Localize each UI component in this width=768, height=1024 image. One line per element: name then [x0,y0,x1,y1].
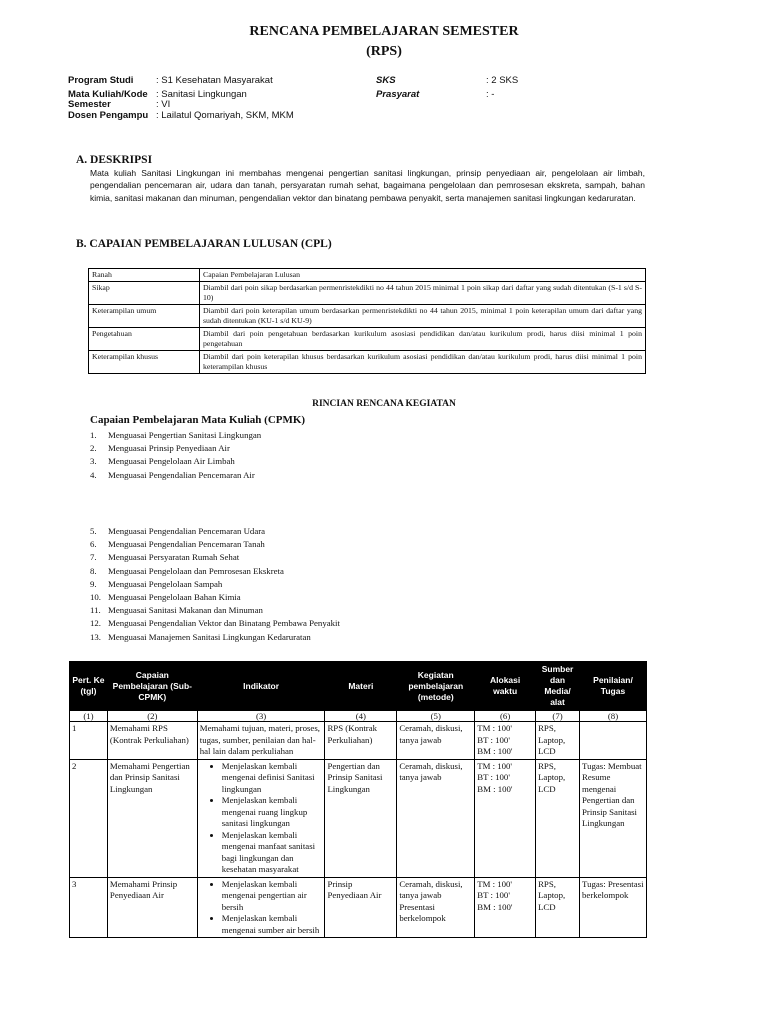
list-text: Menguasai Pengelolaan dan Pemrosesan Ekskreta [108,565,284,576]
cpl-col-capaian: Capaian Pembelajaran Lulusan [200,269,646,282]
cell-sumber: RPS, Laptop, LCD [536,722,580,760]
cell-materi: Prinsip Penyediaan Air [325,877,397,938]
table-row [89,282,646,305]
indikator-list [200,761,323,876]
cell-sub-cpmk: Memahami Prinsip Penyediaan Air [107,877,197,938]
cell-indikator [197,759,325,877]
cell-alokasi [475,877,536,938]
column-number: (7) [536,711,580,722]
list-text: Menguasai Pengelolaan Air Limbah [108,456,235,467]
cpl-ranah: Sikap [89,282,200,305]
semester-label: Semester [68,99,111,110]
alokasi-line: TM : 100' [477,760,513,771]
program-studi-label: Program Studi [68,75,134,86]
cpl-table [88,268,646,374]
cell-materi: Pengertian dan Prinsip Sanitasi Lingkungan [325,759,397,877]
list-item [90,525,340,538]
list-item [90,538,340,551]
list-text: Menguasai Manajemen Sanitasi Lingkungan Kedaruratan [108,631,311,642]
column-number: (6) [475,711,536,722]
header-materi: Materi [325,662,397,711]
rincian-heading: RINCIAN RENCANA KEGIATAN [312,399,456,409]
list-item: • Menjelaskan kembali mengenai manfaat sanitasi bagi lingkungan dan kesehatan masyarakat [222,830,323,876]
cell-penilaian: Tugas: Membuat Resume mengenai Pengertian dan Prinsip Sanitasi Lingkungan [580,759,647,877]
dosen-value: : Lailatul Qomariyah, SKM, MKM [156,109,294,121]
cell-materi: RPS (Kontrak Perkuliahan) [325,722,397,760]
header-pert: Pert. Ke (tgl) [70,662,108,711]
list-item: • Menjelaskan kembali mengenai definisi Sanitasi lingkungan [222,761,323,796]
header-kegiatan: Kegiatan pembelajaran (metode) [397,662,475,711]
list-number: 6. [90,539,97,550]
list-item [90,604,340,617]
column-number: (4) [325,711,397,722]
list-item [90,469,261,482]
sks-label: SKS [376,75,396,86]
program-studi-value: : S1 Kesehatan Masyarakat [156,75,273,86]
table-row [70,759,647,877]
cell-pert: 1 [70,722,108,760]
cpl-col-ranah: Ranah [89,269,200,282]
prasyarat-label: Prasyarat [376,88,420,100]
alokasi-line: BM : 100' [477,783,513,794]
list-item [90,617,340,630]
rps-table [69,661,647,938]
cell-kegiatan: Ceramah, diskusi, tanya jawab [397,722,475,760]
cpl-text: Diambil dari poin pengetahuan berdasarkan kurikulum asosiasi pendidikan dan/atau kurikulum prodi, harus diisi minimal 1 poin pengetahuan [200,328,646,351]
rps-header-row [70,662,647,711]
column-number-row [70,711,647,722]
list-number: 12. [90,618,101,629]
list-item [90,591,340,604]
list-item [90,455,261,468]
list-text: Menguasai Sanitasi Makanan dan Minuman [108,605,263,616]
list-text: Menguasai Pengelolaan Bahan Kimia [108,592,241,603]
cpl-header-row [89,269,646,282]
cell-sumber: RPS, Laptop, LCD [536,877,580,938]
prasyarat-value: : - [486,88,495,100]
list-item [90,551,340,564]
column-number: (1) [70,711,108,722]
cell-pert: 2 [70,759,108,877]
semester-value: : VI [156,99,171,110]
alokasi-line: BT : 100' [477,890,510,900]
cpl-heading: B. CAPAIAN PEMBELAJARAN LULUSAN (CPL) [76,238,332,250]
alokasi-line: BM : 100' [477,901,513,912]
table-row [70,877,647,938]
list-text: Menguasai Prinsip Penyediaan Air [108,443,230,454]
column-number: (2) [107,711,197,722]
list-number: 7. [90,552,97,563]
cpl-text: Diambil dari poin sikap berdasarkan permenristekdikti no 44 tahun 2015 minimal 1 poin sikap dari daftar yang sudah ditentukan (S-1 s/d S-10) [200,282,646,305]
deskripsi-heading: A. DESKRIPSI [76,154,153,166]
list-item [90,631,340,644]
cell-kegiatan: Ceramah, diskusi, tanya jawab Presentasi berkelompok [397,877,475,938]
column-number: (5) [397,711,475,722]
list-number: 4. [90,469,97,480]
list-number: 13. [90,631,101,642]
list-item [90,442,261,455]
alokasi-line: BT : 100' [477,734,510,745]
column-number: (8) [580,711,647,722]
column-number: (3) [197,711,325,722]
alokasi-line: TM : 100' [477,723,513,733]
header-alokasi: Alokasi waktu [475,662,536,711]
table-row [89,328,646,351]
indikator-list [200,879,323,937]
cell-pert: 3 [70,877,108,938]
cell-alokasi [475,759,536,877]
alokasi-line: BT : 100' [477,772,510,782]
cpl-ranah: Keterampilan khusus [89,351,200,374]
list-number: 1. [90,430,97,440]
list-text: Menguasai Pengendalian Vektor dan Binatang Pembawa Penyakit [108,618,340,629]
list-number: 3. [90,456,97,467]
table-row [89,351,646,374]
cpmk-list-a [90,429,261,482]
list-text: Menguasai Pengendalian Pencemaran Udara [108,526,266,536]
cpmk-list-b [90,525,340,644]
mata-kuliah-value: : Sanitasi Lingkungan [156,88,247,100]
list-number: 8. [90,565,97,576]
list-item [90,578,340,591]
cpmk-heading: Capaian Pembelajaran Mata Kuliah (CPMK) [90,414,306,426]
list-number: 10. [90,592,101,603]
header-sub-cpmk: Capaian Pembelajaran (Sub-CPMK) [107,662,197,711]
cell-sumber: RPS, Laptop, LCD [536,759,580,877]
cpl-ranah: Keterampilan umum [89,305,200,328]
list-item [90,429,261,442]
list-text: Menguasai Pengendalian Pencemaran Tanah [108,539,265,550]
document-subtitle: (RPS) [366,44,402,59]
cell-alokasi [475,722,536,760]
cell-sub-cpmk: Memahami Pengertian dan Prinsip Sanitasi Lingkungan [107,759,197,877]
list-item: • Menjelaskan kembali mengenai ruang lingkup sanitasi lingkungan [222,795,323,830]
cpl-text: Diambil dari poin keterapilan umum berdasarkan permenristekdikti no 44 tahun 2015, minimal 1 poin keterapilan umum dari daftar yang sudah ditentukan (KU-1 s/d KU-9) [200,305,646,328]
list-text: Menguasai Pengelolaan Sampah [108,578,223,589]
list-item: • Menjelaskan kembali mengenai sumber air bersih [222,913,323,936]
header-indikator: Indikator [197,662,325,711]
cell-sub-cpmk: Memahami RPS (Kontrak Perkuliahan) [107,722,197,760]
list-number: 9. [90,578,97,589]
list-number: 11. [90,605,101,616]
cell-indikator [197,877,325,938]
cell-penilaian [580,722,647,760]
cell-kegiatan: Ceramah, diskusi, tanya jawab [397,759,475,877]
list-number: 2. [90,443,97,454]
list-item: • Menjelaskan kembali mengenai pengertian air bersih [222,879,323,914]
list-item [90,565,340,578]
cpl-ranah: Pengetahuan [89,328,200,351]
list-text: Menguasai Pengertian Sanitasi Lingkungan [108,430,262,440]
list-text: Menguasai Pengendalian Pencemaran Air [108,469,255,480]
document-title: RENCANA PEMBELAJARAN SEMESTER [249,24,519,39]
cpl-text: Diambil dari poin keterapilan khusus berdasarkan kurikulum asosiasi pendidikan dan/atau kurikulum prodi, harus diisi minimal 1 poin keterampilan khusus [200,351,646,374]
mata-kuliah-label: Mata Kuliah/Kode [68,88,148,100]
list-number: 5. [90,526,97,536]
dosen-label: Dosen Pengampu [68,109,149,121]
deskripsi-text: Mata kuliah Sanitasi Lingkungan ini membahas mengenai pengertian sanitasi lingkungan, prinsip penyediaan air, pengelolaan air limbah, pengendalian pencemaran air, udara dan tanah, persyaratan rumah sehat, bagaimana pengelolaan dan pemrosesan ekskreta, sampah, bahan kimia, sanitasi makanan dan minuman, pengendalian vektor dan binatang pembawa penyakit, serta manajemen sanitasi lingkungan kedaruratan. [90,168,645,203]
list-text: Menguasai Persyaratan Rumah Sehat [108,552,240,563]
sks-value: : 2 SKS [486,75,519,86]
cell-indikator: Memahami tujuan, materi, proses, tugas, sumber, penilaian dan hal-hal lain dalam perkuliahan [197,722,325,760]
header-sumber: Sumber dan Media/ alat [536,662,580,711]
alokasi-line: TM : 100' [477,878,513,889]
alokasi-line: BM : 100' [477,746,513,756]
header-penilaian: Penilaian/ Tugas [580,662,647,711]
table-row [89,305,646,328]
table-row [70,722,647,760]
cell-penilaian: Tugas: Presentasi berkelompok [580,877,647,938]
